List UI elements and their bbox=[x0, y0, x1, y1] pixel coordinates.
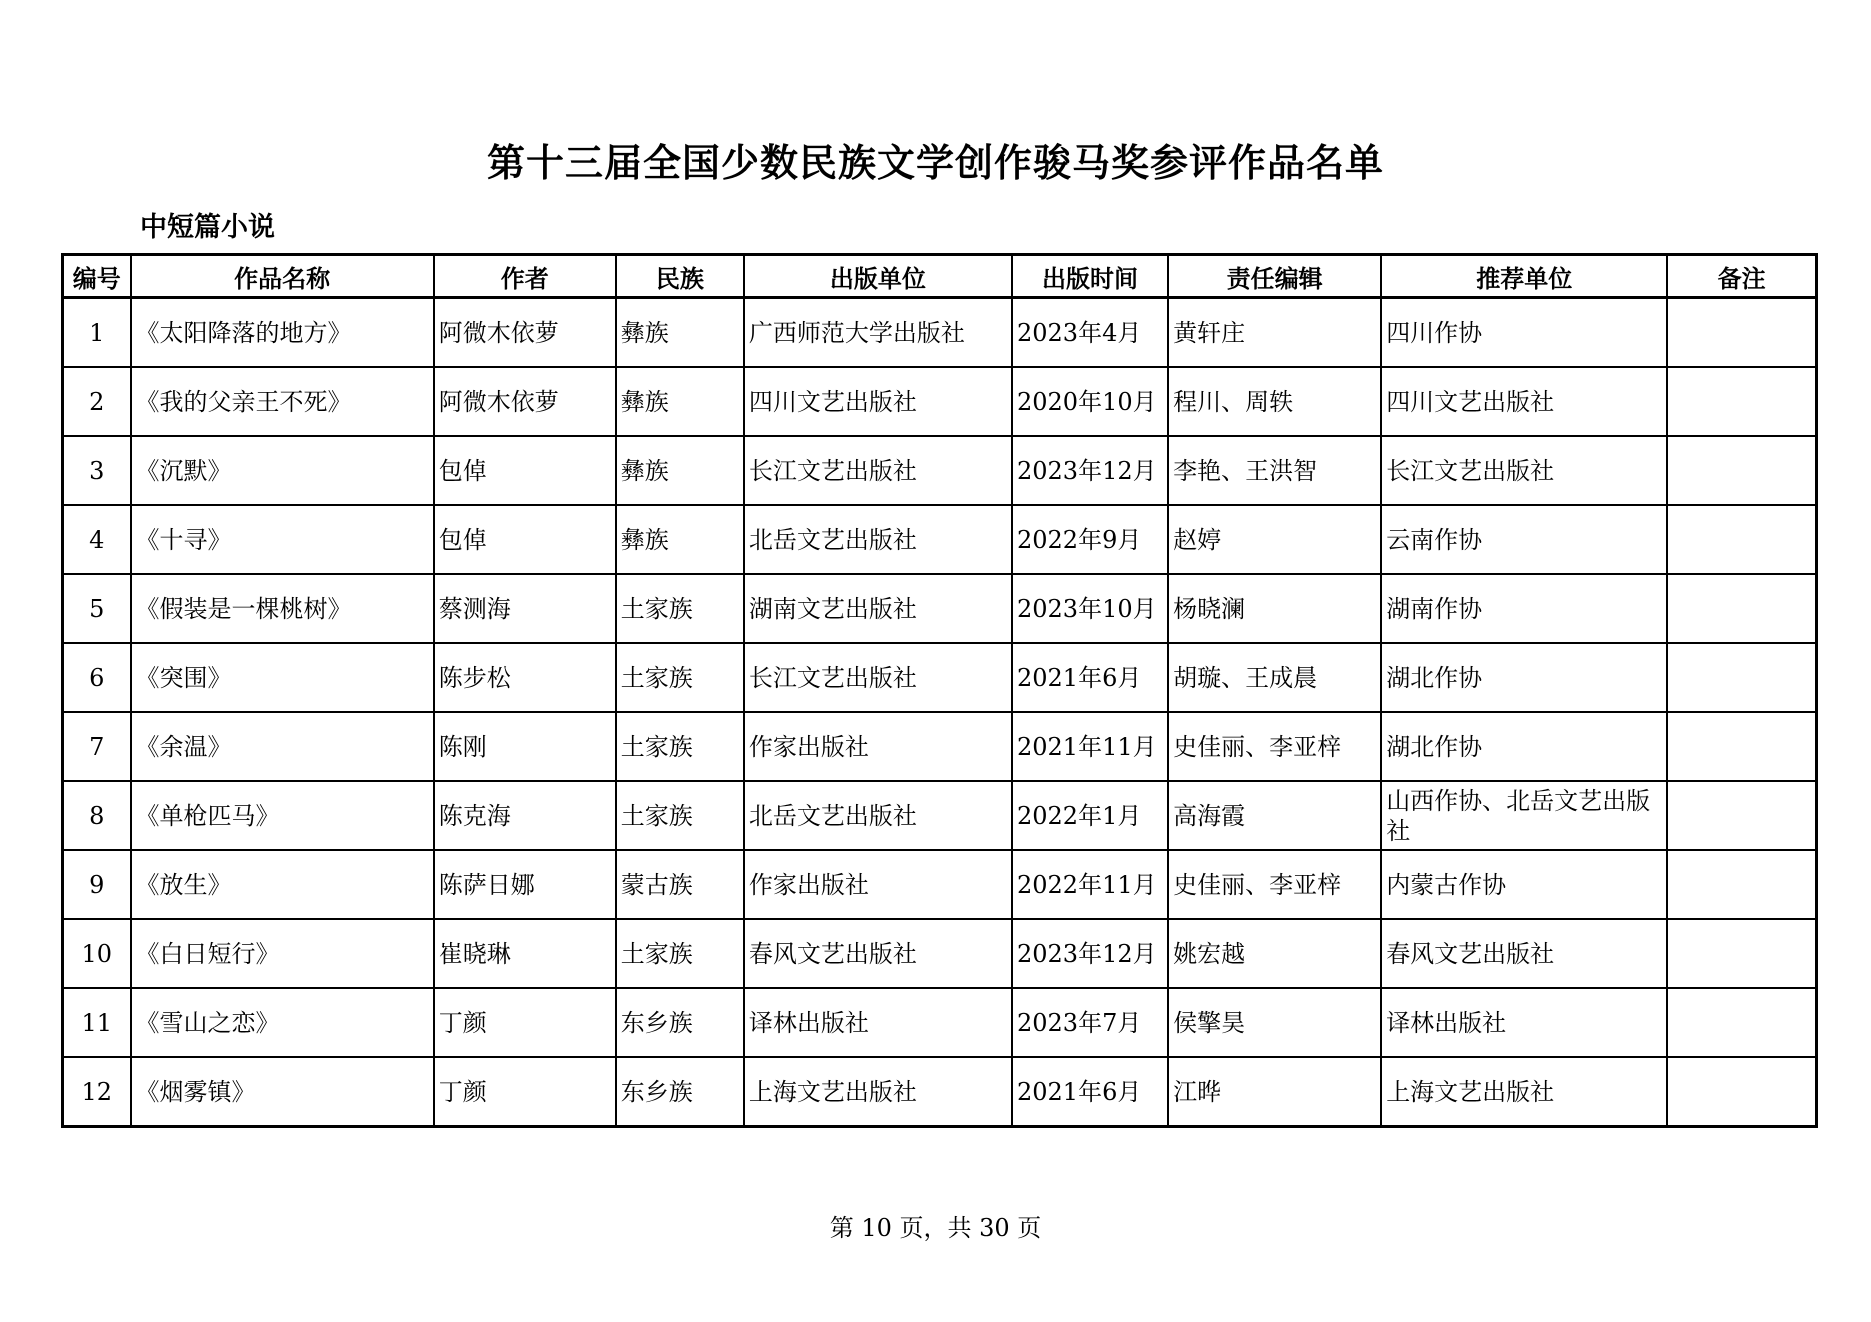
cell-ethnicity: 土家族 bbox=[616, 919, 744, 988]
cell-remarks bbox=[1667, 367, 1816, 436]
cell-publish-date: 2020年10月 bbox=[1012, 367, 1168, 436]
cell-publish-date: 2021年6月 bbox=[1012, 643, 1168, 712]
table-row bbox=[63, 436, 1817, 505]
cell-editor: 黄轩庄 bbox=[1168, 298, 1381, 368]
cell-recommender: 山西作协、北岳文艺出版社 bbox=[1381, 781, 1667, 850]
table-row bbox=[63, 850, 1817, 919]
cell-publish-date: 2023年12月 bbox=[1012, 436, 1168, 505]
cell-editor: 江晔 bbox=[1168, 1057, 1381, 1127]
cell-author: 陈刚 bbox=[434, 712, 616, 781]
cell-recommender: 云南作协 bbox=[1381, 505, 1667, 574]
cell-title: 《白日短行》 bbox=[131, 919, 434, 988]
cell-publisher: 译林出版社 bbox=[744, 988, 1012, 1057]
cell-publisher: 四川文艺出版社 bbox=[744, 367, 1012, 436]
cell-number: 1 bbox=[63, 298, 131, 368]
cell-remarks bbox=[1667, 712, 1816, 781]
cell-editor: 李艳、王洪智 bbox=[1168, 436, 1381, 505]
cell-ethnicity: 土家族 bbox=[616, 712, 744, 781]
table-row bbox=[63, 574, 1817, 643]
cell-number: 8 bbox=[63, 781, 131, 850]
cell-publisher: 长江文艺出版社 bbox=[744, 436, 1012, 505]
cell-editor: 赵婷 bbox=[1168, 505, 1381, 574]
cell-publisher: 广西师范大学出版社 bbox=[744, 298, 1012, 368]
cell-number: 5 bbox=[63, 574, 131, 643]
cell-number: 10 bbox=[63, 919, 131, 988]
cell-title: 《太阳降落的地方》 bbox=[131, 298, 434, 368]
cell-remarks bbox=[1667, 781, 1816, 850]
table-row bbox=[63, 367, 1817, 436]
cell-ethnicity: 土家族 bbox=[616, 643, 744, 712]
cell-number: 4 bbox=[63, 505, 131, 574]
cell-title: 《雪山之恋》 bbox=[131, 988, 434, 1057]
cell-recommender: 内蒙古作协 bbox=[1381, 850, 1667, 919]
cell-ethnicity: 彝族 bbox=[616, 298, 744, 368]
cell-remarks bbox=[1667, 505, 1816, 574]
cell-title: 《放生》 bbox=[131, 850, 434, 919]
cell-remarks bbox=[1667, 298, 1816, 368]
cell-author: 丁颜 bbox=[434, 1057, 616, 1127]
cell-author: 丁颜 bbox=[434, 988, 616, 1057]
header-cell-number: 编号 bbox=[63, 255, 131, 298]
header-cell-publish-date: 出版时间 bbox=[1012, 255, 1168, 298]
cell-ethnicity: 东乡族 bbox=[616, 988, 744, 1057]
cell-publisher: 北岳文艺出版社 bbox=[744, 781, 1012, 850]
cell-author: 陈萨日娜 bbox=[434, 850, 616, 919]
table-row bbox=[63, 781, 1817, 850]
table-row bbox=[63, 1057, 1817, 1127]
section-heading: 中短篇小说 bbox=[140, 212, 275, 243]
cell-remarks bbox=[1667, 850, 1816, 919]
cell-title: 《假装是一棵桃树》 bbox=[131, 574, 434, 643]
cell-ethnicity: 彝族 bbox=[616, 367, 744, 436]
cell-ethnicity: 彝族 bbox=[616, 505, 744, 574]
header-cell-publisher: 出版单位 bbox=[744, 255, 1012, 298]
cell-title: 《沉默》 bbox=[131, 436, 434, 505]
cell-publish-date: 2021年6月 bbox=[1012, 1057, 1168, 1127]
cell-number: 12 bbox=[63, 1057, 131, 1127]
cell-publish-date: 2023年10月 bbox=[1012, 574, 1168, 643]
cell-recommender: 长江文艺出版社 bbox=[1381, 436, 1667, 505]
cell-publish-date: 2023年4月 bbox=[1012, 298, 1168, 368]
header-cell-remarks: 备注 bbox=[1667, 255, 1816, 298]
page-footer: 第 10 页，共 30 页 bbox=[829, 1214, 1042, 1242]
cell-recommender: 湖南作协 bbox=[1381, 574, 1667, 643]
cell-editor: 胡璇、王成晨 bbox=[1168, 643, 1381, 712]
table-row bbox=[63, 298, 1817, 368]
cell-publish-date: 2023年12月 bbox=[1012, 919, 1168, 988]
cell-ethnicity: 东乡族 bbox=[616, 1057, 744, 1127]
cell-remarks bbox=[1667, 574, 1816, 643]
table-row bbox=[63, 712, 1817, 781]
header-cell-ethnicity: 民族 bbox=[616, 255, 744, 298]
cell-ethnicity: 蒙古族 bbox=[616, 850, 744, 919]
works-table bbox=[61, 253, 1818, 1128]
cell-number: 7 bbox=[63, 712, 131, 781]
cell-author: 陈克海 bbox=[434, 781, 616, 850]
cell-author: 蔡测海 bbox=[434, 574, 616, 643]
cell-author: 阿微木依萝 bbox=[434, 298, 616, 368]
cell-publish-date: 2022年9月 bbox=[1012, 505, 1168, 574]
cell-publisher: 长江文艺出版社 bbox=[744, 643, 1012, 712]
cell-remarks bbox=[1667, 988, 1816, 1057]
cell-author: 陈步松 bbox=[434, 643, 616, 712]
cell-remarks bbox=[1667, 436, 1816, 505]
cell-number: 11 bbox=[63, 988, 131, 1057]
cell-title: 《我的父亲王不死》 bbox=[131, 367, 434, 436]
header-cell-title: 作品名称 bbox=[131, 255, 434, 298]
cell-editor: 史佳丽、李亚梓 bbox=[1168, 712, 1381, 781]
cell-publisher: 北岳文艺出版社 bbox=[744, 505, 1012, 574]
cell-recommender: 四川作协 bbox=[1381, 298, 1667, 368]
cell-author: 阿微木依萝 bbox=[434, 367, 616, 436]
cell-remarks bbox=[1667, 1057, 1816, 1127]
table-row bbox=[63, 988, 1817, 1057]
cell-editor: 史佳丽、李亚梓 bbox=[1168, 850, 1381, 919]
cell-title: 《余温》 bbox=[131, 712, 434, 781]
cell-recommender: 四川文艺出版社 bbox=[1381, 367, 1667, 436]
cell-publish-date: 2023年7月 bbox=[1012, 988, 1168, 1057]
cell-number: 9 bbox=[63, 850, 131, 919]
cell-publisher: 湖南文艺出版社 bbox=[744, 574, 1012, 643]
cell-ethnicity: 土家族 bbox=[616, 574, 744, 643]
cell-remarks bbox=[1667, 643, 1816, 712]
cell-editor: 姚宏越 bbox=[1168, 919, 1381, 988]
cell-author: 包倬 bbox=[434, 505, 616, 574]
table-row bbox=[63, 643, 1817, 712]
cell-publisher: 春风文艺出版社 bbox=[744, 919, 1012, 988]
cell-recommender: 译林出版社 bbox=[1381, 988, 1667, 1057]
cell-publish-date: 2021年11月 bbox=[1012, 712, 1168, 781]
header-cell-recommender: 推荐单位 bbox=[1381, 255, 1667, 298]
cell-author: 包倬 bbox=[434, 436, 616, 505]
page-title: 第十三届全国少数民族文学创作骏马奖参评作品名单 bbox=[486, 141, 1384, 185]
cell-title: 《烟雾镇》 bbox=[131, 1057, 434, 1127]
cell-publisher: 上海文艺出版社 bbox=[744, 1057, 1012, 1127]
cell-recommender: 上海文艺出版社 bbox=[1381, 1057, 1667, 1127]
cell-editor: 杨晓澜 bbox=[1168, 574, 1381, 643]
cell-publisher: 作家出版社 bbox=[744, 850, 1012, 919]
cell-title: 《十寻》 bbox=[131, 505, 434, 574]
cell-publisher: 作家出版社 bbox=[744, 712, 1012, 781]
cell-number: 3 bbox=[63, 436, 131, 505]
cell-publish-date: 2022年1月 bbox=[1012, 781, 1168, 850]
table-row bbox=[63, 919, 1817, 988]
cell-recommender: 春风文艺出版社 bbox=[1381, 919, 1667, 988]
cell-ethnicity: 土家族 bbox=[616, 781, 744, 850]
cell-author: 崔晓琳 bbox=[434, 919, 616, 988]
cell-editor: 高海霞 bbox=[1168, 781, 1381, 850]
cell-editor: 侯擎昊 bbox=[1168, 988, 1381, 1057]
header-cell-author: 作者 bbox=[434, 255, 616, 298]
cell-title: 《突围》 bbox=[131, 643, 434, 712]
cell-ethnicity: 彝族 bbox=[616, 436, 744, 505]
cell-editor: 程川、周轶 bbox=[1168, 367, 1381, 436]
cell-publish-date: 2022年11月 bbox=[1012, 850, 1168, 919]
table-row bbox=[63, 505, 1817, 574]
cell-number: 6 bbox=[63, 643, 131, 712]
cell-recommender: 湖北作协 bbox=[1381, 712, 1667, 781]
table-header-row bbox=[63, 255, 1817, 298]
header-cell-editor: 责任编辑 bbox=[1168, 255, 1381, 298]
cell-title: 《单枪匹马》 bbox=[131, 781, 434, 850]
cell-number: 2 bbox=[63, 367, 131, 436]
cell-remarks bbox=[1667, 919, 1816, 988]
cell-recommender: 湖北作协 bbox=[1381, 643, 1667, 712]
